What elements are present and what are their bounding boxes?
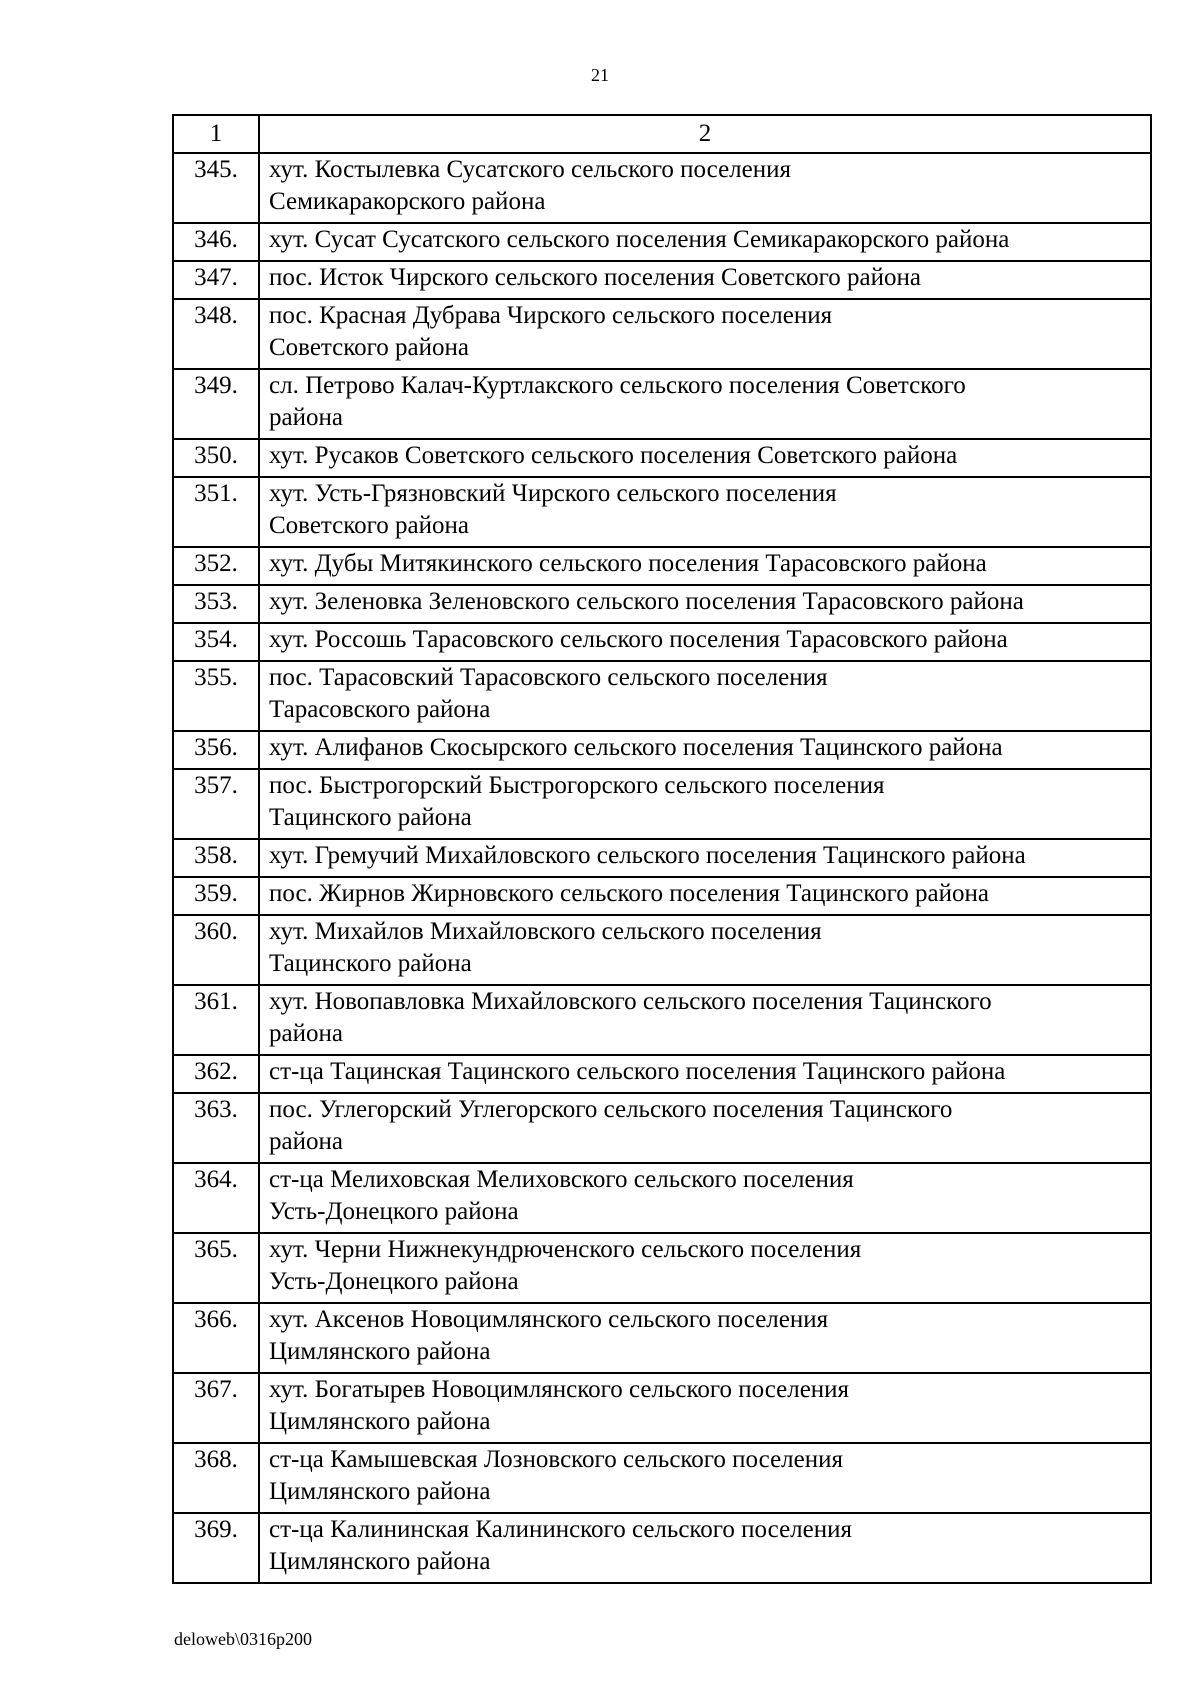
settlement-name: пос. Углегорский Углегорского сельского поселения Тацинского района bbox=[259, 1093, 1151, 1163]
row-number: 356. bbox=[173, 731, 259, 769]
table-row bbox=[173, 839, 1151, 877]
table-row bbox=[173, 1443, 1151, 1513]
row-number: 369. bbox=[173, 1513, 259, 1583]
settlement-name: хут. Гремучий Михайловского сельского поселения Тацинского района bbox=[259, 839, 1151, 877]
row-number: 368. bbox=[173, 1443, 259, 1513]
table-row bbox=[173, 915, 1151, 985]
row-number: 350. bbox=[173, 439, 259, 477]
settlement-name: хут. Зеленовка Зеленовского сельского поселения Тарасовского района bbox=[259, 585, 1151, 623]
row-number: 348. bbox=[173, 299, 259, 369]
settlement-name: хут. Сусат Сусатского сельского поселения Семикаракорского района bbox=[259, 223, 1151, 261]
settlement-name: хут. Алифанов Скосырского сельского поселения Тацинского района bbox=[259, 731, 1151, 769]
row-number: 365. bbox=[173, 1233, 259, 1303]
settlement-name: пос. Жирнов Жирновского сельского поселения Тацинского района bbox=[259, 877, 1151, 915]
row-number: 360. bbox=[173, 915, 259, 985]
table-row bbox=[173, 769, 1151, 839]
settlement-name: хут. Михайлов Михайловского сельского поселения Тацинского района bbox=[259, 915, 1151, 985]
row-number: 355. bbox=[173, 661, 259, 731]
settlement-name: хут. Россошь Тарасовского сельского поселения Тарасовского района bbox=[259, 623, 1151, 661]
header-col-2: 2 bbox=[259, 115, 1151, 153]
settlement-name: хут. Усть-Грязновский Чирского сельского поселения Советского района bbox=[259, 477, 1151, 547]
row-number: 354. bbox=[173, 623, 259, 661]
row-number: 367. bbox=[173, 1373, 259, 1443]
row-number: 349. bbox=[173, 369, 259, 439]
table-row bbox=[173, 1163, 1151, 1233]
table-row bbox=[173, 1093, 1151, 1163]
table-header-row bbox=[173, 115, 1151, 153]
row-number: 345. bbox=[173, 153, 259, 223]
table-row bbox=[173, 985, 1151, 1055]
settlement-name: сл. Петрово Калач-Куртлакского сельского поселения Советского района bbox=[259, 369, 1151, 439]
settlement-name: хут. Дубы Митякинского сельского поселения Тарасовского района bbox=[259, 547, 1151, 585]
table-row bbox=[173, 661, 1151, 731]
row-number: 361. bbox=[173, 985, 259, 1055]
settlement-name: ст-ца Тацинская Тацинского сельского поселения Тацинского района bbox=[259, 1055, 1151, 1093]
table-row bbox=[173, 1513, 1151, 1583]
row-number: 364. bbox=[173, 1163, 259, 1233]
settlement-name: пос. Исток Чирского сельского поселения Советского района bbox=[259, 261, 1151, 299]
table-row bbox=[173, 1055, 1151, 1093]
table-row bbox=[173, 585, 1151, 623]
table-row bbox=[173, 731, 1151, 769]
settlement-name: хут. Костылевка Сусатского сельского поселения Семикаракорского района bbox=[259, 153, 1151, 223]
page-number: 21 bbox=[591, 65, 609, 85]
settlement-name: хут. Богатырев Новоцимлянского сельского поселения Цимлянского района bbox=[259, 1373, 1151, 1443]
settlement-name: ст-ца Мелиховская Мелиховского сельского поселения Усть-Донецкого района bbox=[259, 1163, 1151, 1233]
table-row bbox=[173, 261, 1151, 299]
row-number: 363. bbox=[173, 1093, 259, 1163]
table-row bbox=[173, 223, 1151, 261]
settlement-name: пос. Красная Дубрава Чирского сельского поселения Советского района bbox=[259, 299, 1151, 369]
table-row bbox=[173, 547, 1151, 585]
settlement-name: ст-ца Калининская Калининского сельского поселения Цимлянского района bbox=[259, 1513, 1151, 1583]
row-number: 359. bbox=[173, 877, 259, 915]
settlement-name: ст-ца Камышевская Лозновского сельского поселения Цимлянского района bbox=[259, 1443, 1151, 1513]
table-row bbox=[173, 1303, 1151, 1373]
settlement-name: хут. Новопавловка Михайловского сельского поселения Тацинского района bbox=[259, 985, 1151, 1055]
settlement-name: пос. Тарасовский Тарасовского сельского поселения Тарасовского района bbox=[259, 661, 1151, 731]
row-number: 353. bbox=[173, 585, 259, 623]
row-number: 358. bbox=[173, 839, 259, 877]
row-number: 352. bbox=[173, 547, 259, 585]
row-number: 366. bbox=[173, 1303, 259, 1373]
table-row bbox=[173, 477, 1151, 547]
table-row bbox=[173, 153, 1151, 223]
settlement-name: хут. Аксенов Новоцимлянского сельского поселения Цимлянского района bbox=[259, 1303, 1151, 1373]
row-number: 347. bbox=[173, 261, 259, 299]
table-row bbox=[173, 1233, 1151, 1303]
row-number: 357. bbox=[173, 769, 259, 839]
row-number: 346. bbox=[173, 223, 259, 261]
table-body bbox=[173, 115, 1151, 1583]
settlements-table bbox=[172, 114, 1152, 1584]
table-row bbox=[173, 623, 1151, 661]
settlement-name: хут. Черни Нижнекундрюченского сельского поселения Усть-Донецкого района bbox=[259, 1233, 1151, 1303]
table-row bbox=[173, 299, 1151, 369]
header-col-1: 1 bbox=[173, 115, 259, 153]
footer-code: deloweb\0316p200 bbox=[174, 1629, 312, 1649]
table-row bbox=[173, 439, 1151, 477]
table-row bbox=[173, 877, 1151, 915]
settlement-name: хут. Русаков Советского сельского поселения Советского района bbox=[259, 439, 1151, 477]
row-number: 351. bbox=[173, 477, 259, 547]
table-row bbox=[173, 1373, 1151, 1443]
table-row bbox=[173, 369, 1151, 439]
settlement-name: пос. Быстрогорский Быстрогорского сельского поселения Тацинского района bbox=[259, 769, 1151, 839]
row-number: 362. bbox=[173, 1055, 259, 1093]
